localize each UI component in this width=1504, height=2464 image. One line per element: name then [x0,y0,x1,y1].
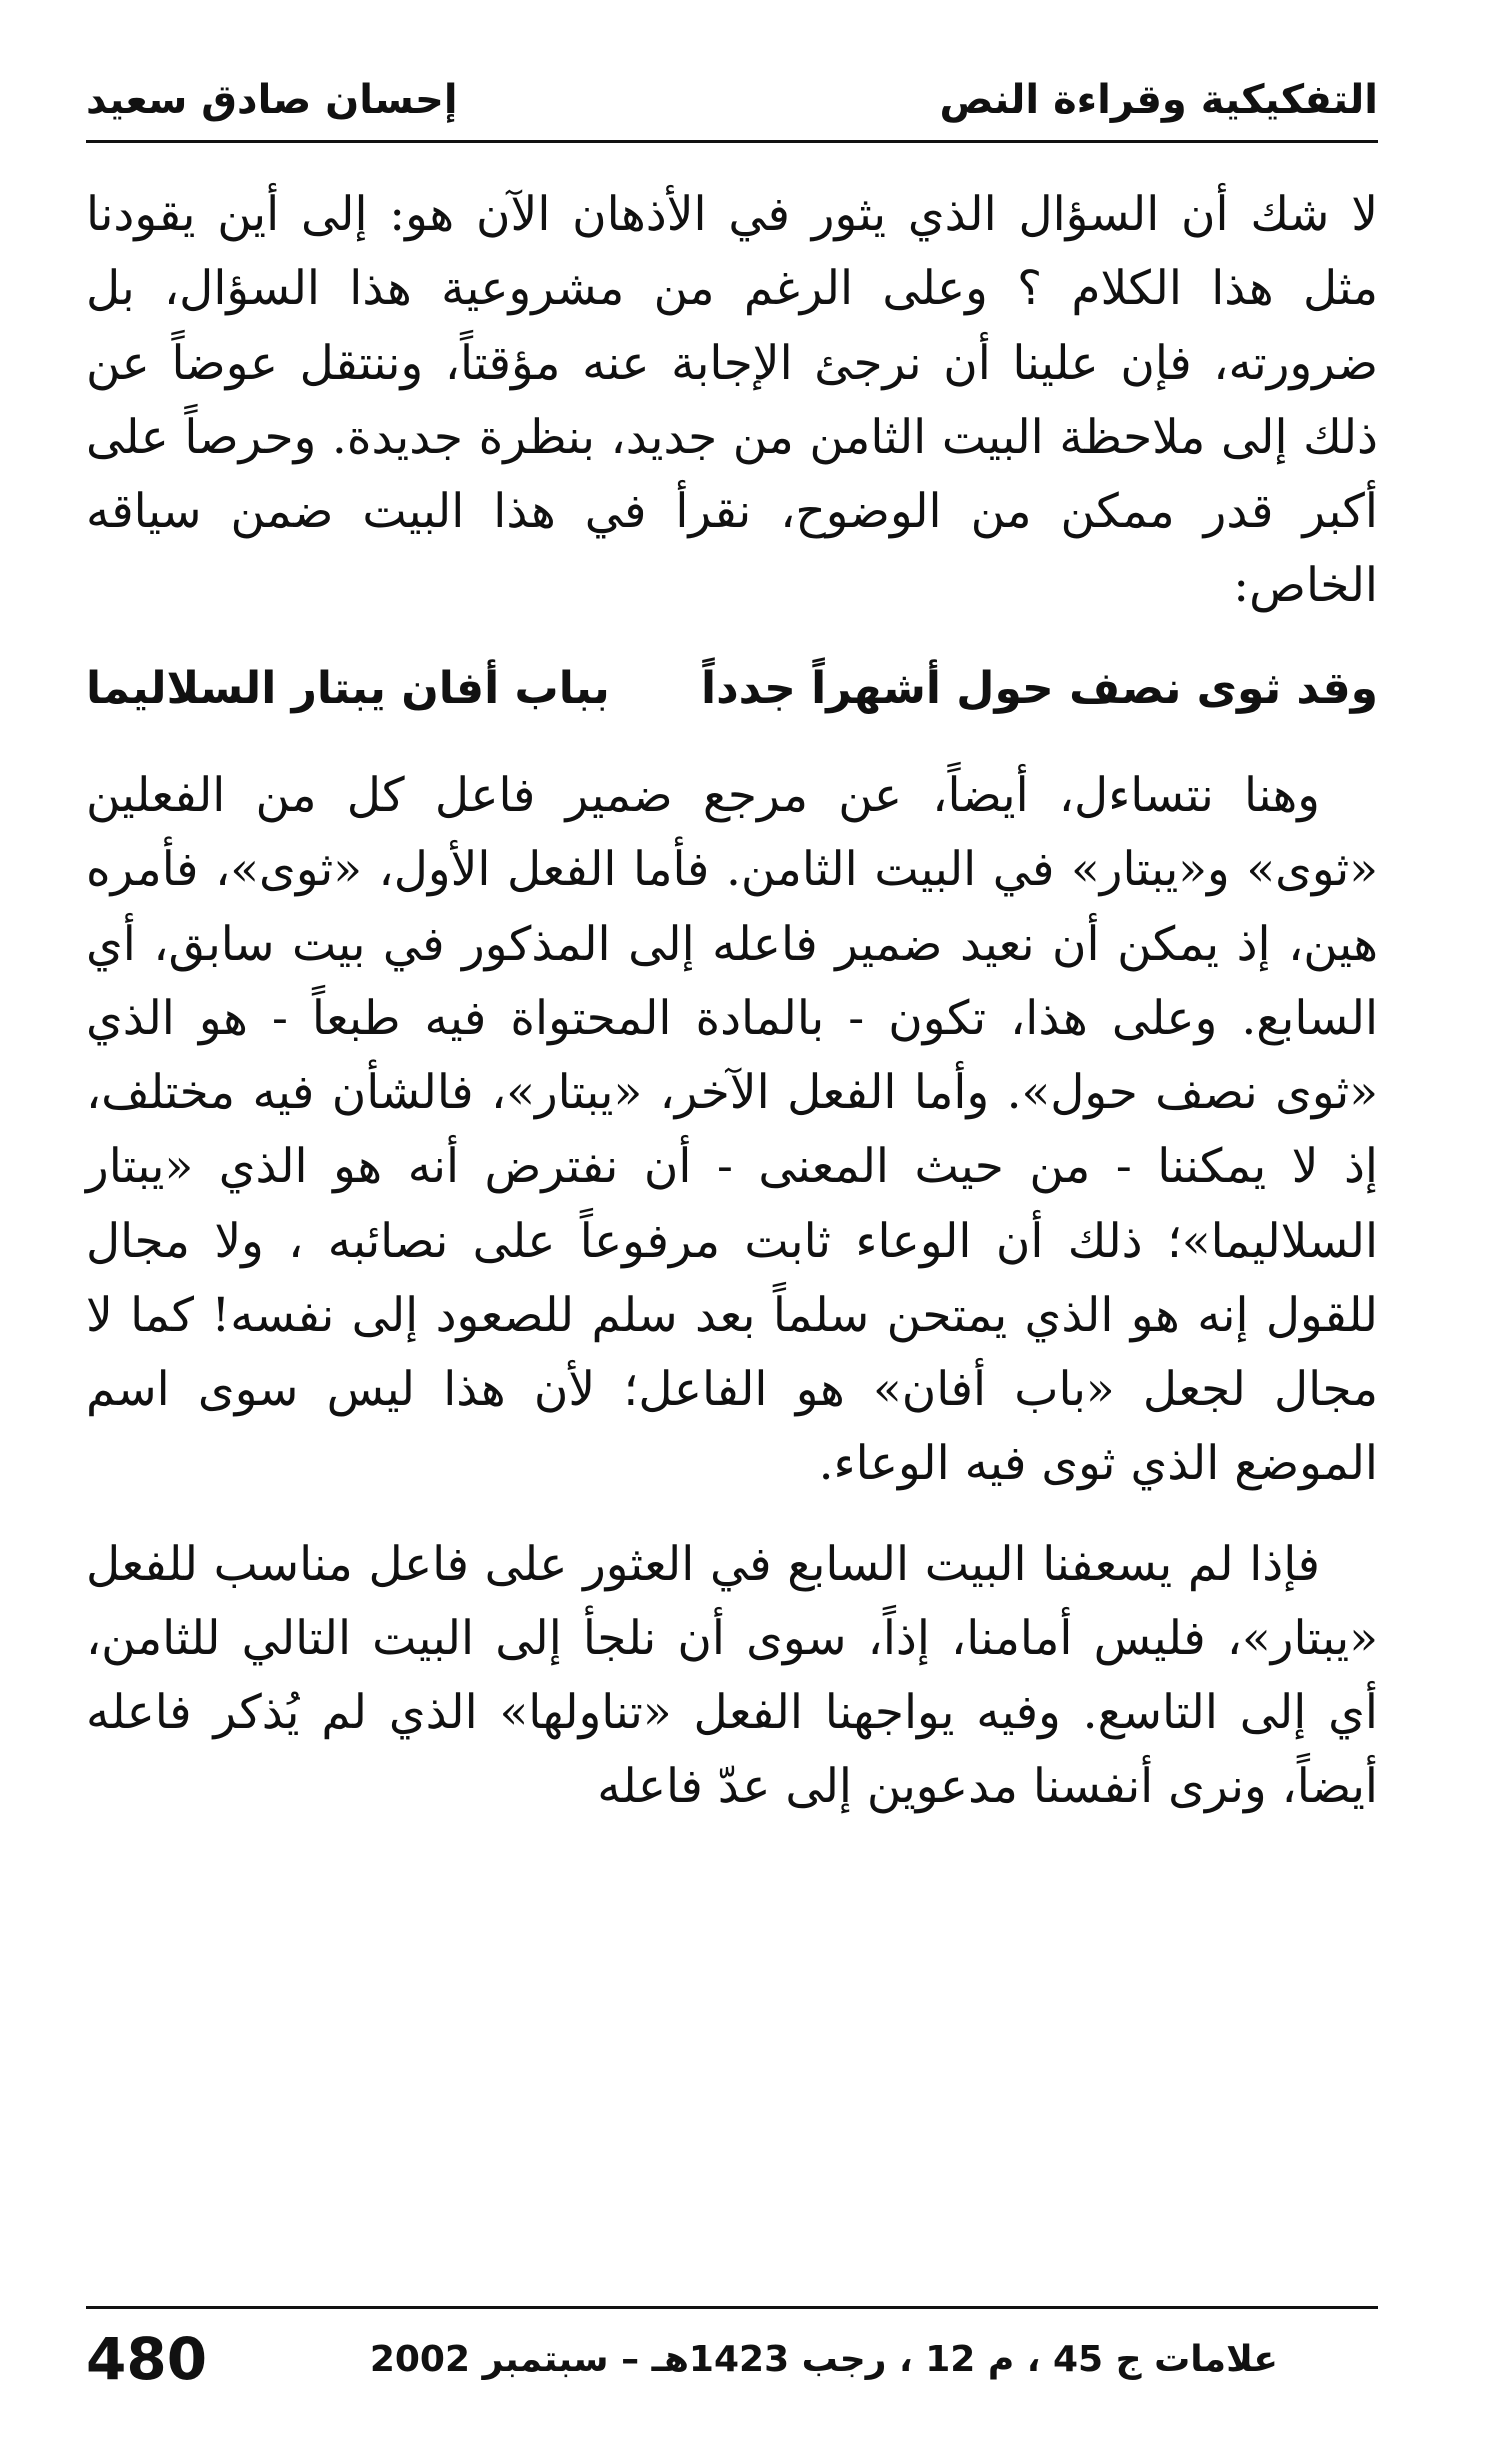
running-header [86,60,1378,143]
verse-first-hemistich: وقد ثوى نصف حول أشهراً جدداً [701,662,1378,714]
page-number: 480 [86,2325,208,2393]
running-footer [86,2306,1378,2409]
body-text [86,178,1378,1825]
book-title: التفكيكية وقراءة النص [939,77,1378,123]
journal-info: علامات ج 45 ، م 12 ، رجب 1423هـ – سبتمبر 2002 [369,2338,1278,2380]
author-name: إحسان صادق سعيد [86,77,458,123]
poetry-verse [86,658,1378,720]
paragraph-2: وهنا نتساءل، أيضاً، عن مرجع ضمير فاعل كل من الفعلين «ثوى» و«يبتار» في البيت الثامن. فأما الفعل الأول، «ثوى»، فأمره هين، إذ يمكن أن نعيد ضمير فاعله إلى المذكور في بيت سابق، أي السابع. وعلى هذا، تكون - بالمادة المحتواة فيه طبعاً - هو الذي «ثوى نصف حول». وأما الفعل الآخر، «يبتار»، فالشأن فيه مختلف، إذ لا يمكننا - من حيث المعنى - أن نفترض أنه هو الذي «يبتار السلاليما»؛ ذلك أن الوعاء ثابت مرفوعاً على نصائبه ، ولا مجال للقول إنه هو الذي يمتحن سلماً بعد سلم للصعود إلى نفسه! كما لا مجال لجعل «باب أفان» هو الفاعل؛ لأن هذا ليس سوى اسم الموضع الذي ثوى فيه الوعاء. [86,768,1378,1492]
paragraph-1: لا شك أن السؤال الذي يثور في الأذهان الآن هو: إلى أين يقودنا مثل هذا الكلام ؟ وعلى الرغم من مشروعية هذا السؤال، بل ضرورته، فإن علينا أن نرجئ الإجابة عنه مؤقتاً، وننتقل عوضاً عن ذلك إلى ملاحظة البيت الثامن من جديد، بنظرة جديدة. وحرصاً على أكبر قدر ممكن من الوضوح، نقرأ في هذا البيت ضمن سياقه الخاص: [86,187,1378,614]
verse-second-hemistich: بباب أفان يبتار السلاليما [86,662,610,714]
paragraph-3: فإذا لم يسعفنا البيت السابع في العثور على فاعل مناسب للفعل «يبتار»، فليس أمامنا، إذاً، سوى أن نلجأ إلى البيت التالي للثامن، أي إلى التاسع. وفيه يواجهنا الفعل «تناولها» الذي لم يُذكر فاعله أيضاً، ونرى أنفسنا مدعوين إلى عدّ فاعله [86,1536,1378,1815]
